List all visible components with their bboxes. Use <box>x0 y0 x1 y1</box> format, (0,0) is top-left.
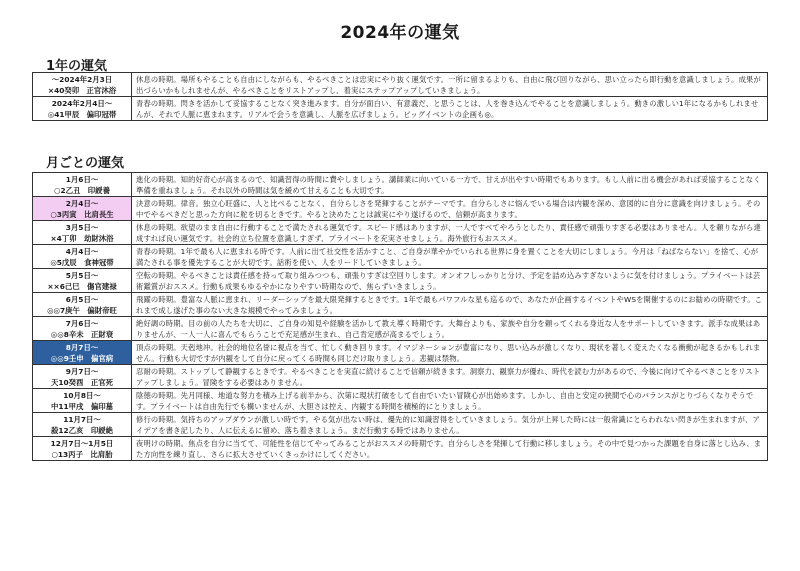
fortune-description: 空転の時期。やるべきことは責任感を持って取り組みつつも、頑張りすぎは空回りします。オンオフしっかりと分け、予定を詰め込みすぎないように気を付けましょう。プライベートは芸術鑑賞がおススメ。行動も成果もゆるやかになりやすい時期なので、焦らずいきましょう。 <box>132 269 768 293</box>
period-star: ◎◎7庚午 偏財帝旺 <box>47 305 117 315</box>
period-label <box>33 197 132 221</box>
monthly-row <box>33 269 768 293</box>
period-date: 2024年2月4日～ <box>51 98 113 108</box>
monthly-row <box>33 173 768 197</box>
period-star: ○3丙寅 比肩長生 <box>50 209 114 219</box>
period-date: 6月5日～ <box>65 294 99 304</box>
fortune-description: 休息の時期。欲望のまま自由に行動することで満たされる運気です。スピード感はありますが、一人ですべてやろうとしたり、責任感で頑張りすぎる必要はありません。人を頼りながら達成すれば良い運気です。社会的立ち位置を意識しすぎず、プライベートを充実させましょう。海外旅行もおススメ。 <box>132 221 768 245</box>
period-label <box>33 73 132 97</box>
fortune-description: 飛躍の時期。豊富な人脈に恵まれ、リーダーシップを最大限発揮するときです。1年で最もパワフルな星も巡るので、あなたが企画するイベントやWSを開催するのにお勧めの時期です。これまで成し遂げた事のない大きな規模でやってみましょう。 <box>132 293 768 317</box>
period-star: ◎◎8辛未 正財衰 <box>50 329 114 339</box>
period-star: 中11甲戌 偏印墓 <box>50 401 114 411</box>
period-label <box>33 365 132 389</box>
monthly-row <box>33 437 768 461</box>
period-date: 7月6日～ <box>65 318 99 328</box>
yearly-table <box>32 72 768 121</box>
fortune-description: 夜明けの時期。焦点を自分に当てて、可能性を信じてやってみることがおススメの時期です。自分らしさを発揮して行動に移しましょう。その中で見つかった課題を自身に落とし込み、また方向性を練り直し、さらに拡大させていくきっかけにしてください。 <box>132 437 768 461</box>
fortune-description: 青春の時期。閃きを活かして妥協することなく突き進みます。自分が面白い、有意義だ、と思うことは、人を巻き込んでやることを意識しましょう。動きの激しい1年になるかもしれませんが、それで人脈に恵まれます。リアルで会うを意識し、人脈を広げましょう。ビッグイベントの企画も◎。 <box>132 97 768 121</box>
period-label <box>33 245 132 269</box>
period-date: 5月5日～ <box>65 270 99 280</box>
period-date: 8月7日～ <box>65 342 99 352</box>
period-label <box>33 269 132 293</box>
fortune-description: 修行の時期。気持ちのアップダウンが激しい時です。やる気が出ない時は、優先的に知識習得をしていきましょう。気分が上昇した時には一般常識にとらわれない閃きが生まれますが、アイデアを書き記したり、人に伝えるに留め、落ち着きましょう。まだ行動する時ではありません。 <box>132 413 768 437</box>
fortune-description: 頂点の時期。天剋地冲。社会的地位名誉に視点を当て、忙しく動き回ります。イマジネーションが豊富になり、思い込みが激しくなり、現状を著しく変えたくなる衝動が起きるかもしれません。行動も大切ですが内観をして自分に戻ってくる時間も同じだけ取りましょう。悲観は禁物。 <box>132 341 768 365</box>
period-label <box>33 173 132 197</box>
period-date: 4月4日～ <box>65 246 99 256</box>
monthly-row <box>33 197 768 221</box>
yearly-heading: 1年の運気 <box>46 59 108 74</box>
period-star: ◎◎9壬申 偏官病 <box>50 353 114 363</box>
fortune-description: 進化の時期。知的好奇心が高まるので、知識習得の時間に費やしましょう。講師業に向いている一方で、甘えが出やすい時期でもあります。もし人前に出る機会があれば妥協することなく準備を重ねましょう。それ以外の時間は気を緩めて甘えることも大切です。 <box>132 173 768 197</box>
period-star: ×40癸卯 正官沐浴 <box>47 85 117 95</box>
monthly-row <box>33 365 768 389</box>
period-date: 2月4日～ <box>65 198 99 208</box>
period-star: 殺12乙亥 印綬絶 <box>50 425 114 435</box>
fortune-description: 決意の時期。律音。独立心旺盛に、人と比べることなく、自分らしさを発揮することがテーマです。自分らしさに悩んでいる場合は内観を深め、意図的に自分に意識を向けましょう。その中でやるべきだと思った方向に舵を切るときです。やると決めたことは誠実にやり遂げるので、信頼が高まります。 <box>132 197 768 221</box>
monthly-row <box>33 317 768 341</box>
period-date: 3月5日～ <box>65 222 99 232</box>
period-star: ○2乙丑 印綬養 <box>54 185 110 195</box>
period-date: 11月7日～ <box>63 414 101 424</box>
period-label <box>33 413 132 437</box>
period-label <box>33 221 132 245</box>
period-date: 9月7日～ <box>65 366 99 376</box>
monthly-row <box>33 413 768 437</box>
period-star: ×4丁卯 劫財沐浴 <box>50 233 114 243</box>
monthly-row <box>33 245 768 269</box>
period-label <box>33 317 132 341</box>
yearly-row <box>33 97 768 121</box>
page-title: 2024年の運気 <box>340 23 460 43</box>
period-label <box>33 437 132 461</box>
fortune-description: 忍耐の時期。ストップして静観するときです。やるべきことを実直に続けることで信頼が続きます。洞察力、観察力が優れ、時代を読む力があるので、今後に向けてやるべきことをリストアップしましょう。冒険をする必要はありません。 <box>132 365 768 389</box>
period-star: ××6己巳 傷官建禄 <box>47 281 117 291</box>
period-star: ○13丙子 比肩胎 <box>51 449 113 459</box>
monthly-row <box>33 293 768 317</box>
period-star: ◎5戊辰 食神冠帯 <box>50 257 114 267</box>
period-date: 1月6日～ <box>65 174 99 184</box>
monthly-heading: 月ごとの運気 <box>46 156 125 171</box>
period-label <box>33 389 132 413</box>
monthly-row <box>33 221 768 245</box>
period-date: 10月8日～ <box>63 390 101 400</box>
period-date: ～2024年2月3日 <box>51 74 113 84</box>
fortune-description: 絶好調の時期。目の前の人たちを大切に、ご自身の知見や経験を活かして教え導く時期です。大舞台よりも、家族や自分を頼ってくれる身近な人をサポートしていきます。派手な成果はありませんが、一人一人に喜んでもらうことで充足感が生まれ、自己肯定感が高まるでしょう。 <box>132 317 768 341</box>
fortune-description: 陰徳の時期。先月同様、地道な努力を積み上げる前半から、次第に現状打破をして自由でいたい冒険心が出始めます。しかし、自由と安定の狭間で心のバランスがとりづらくなりそうです。プライベートは自由先行でも構いませんが、大胆さは控え、内観する時間を積極的にとりましょう。 <box>132 389 768 413</box>
monthly-row <box>33 389 768 413</box>
period-date: 12月7日～1月5日 <box>50 438 114 448</box>
period-star: ◎41甲辰 偏印冠帯 <box>47 109 117 119</box>
fortune-description: 青春の時期。1年で最も人に恵まれる時です。人前に出て社交性を活かすこと、ご自身が華やかでいられる世界に身を置くことを大切にしましょう。今月は「ねばならない」を捨て、心が満たされる事を優先することが大切です。話術を使い、人をリードしていきましょう。 <box>132 245 768 269</box>
period-label <box>33 341 132 365</box>
yearly-row <box>33 73 768 97</box>
fortune-description: 休息の時期。場所もやることも自由にしながらも、やるべきことは忠実にやり抜く運気です。一所に留まるよりも、自由に飛び回りながら、思い立ったら即行動を意識しましょう。成果が出づらいかもしれませんが、やるべきことをリストアップし、着実にステップアップしていきましょう。 <box>132 73 768 97</box>
period-star: 天10癸酉 正官死 <box>50 377 114 387</box>
monthly-table <box>32 172 768 461</box>
period-label <box>33 97 132 121</box>
monthly-row <box>33 341 768 365</box>
period-label <box>33 293 132 317</box>
